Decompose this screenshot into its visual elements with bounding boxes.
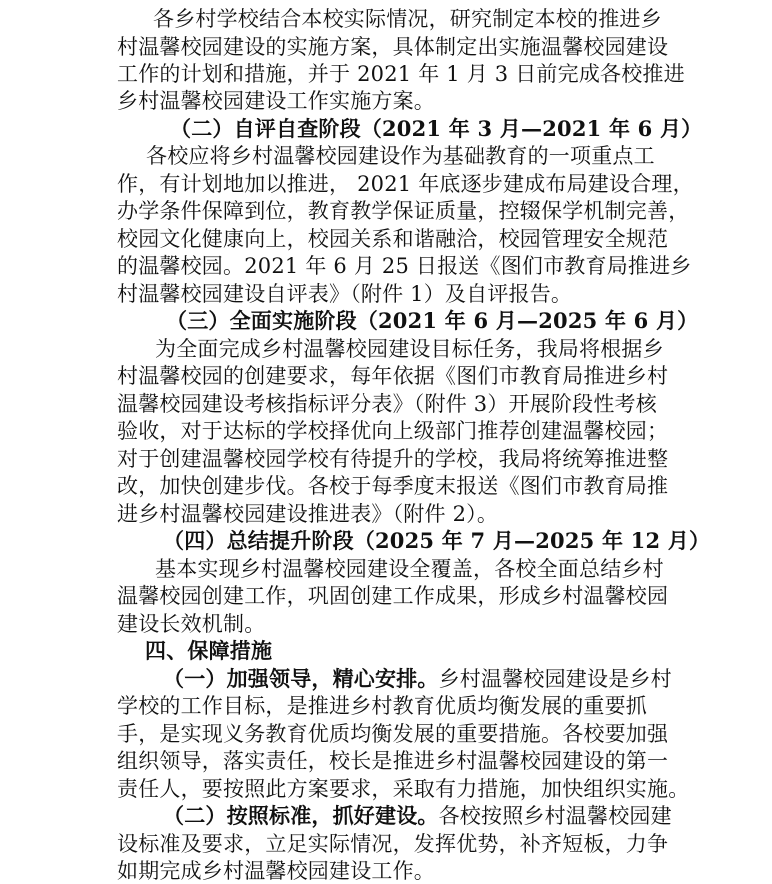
paragraph-line: 建设长效机制。: [117, 612, 266, 636]
paragraph-line: 村温馨校园建设自评表》（附件 1）及自评报告。: [117, 282, 573, 306]
paragraph-line: 基本实现乡村温馨校园建设全覆盖，各校全面总结乡村: [155, 557, 664, 581]
paragraph-line: 乡村温馨校园建设工作实施方案。: [117, 89, 435, 113]
section-heading: 四、保障措施: [145, 638, 273, 663]
paragraph-line: 作，有计划地加以推进， 2021 年底逐步建成布局建设合理，: [117, 172, 694, 196]
paragraph-line: 村温馨校园建设的实施方案，具体制定出实施温馨校园建设: [117, 35, 669, 59]
paragraph-line: 设标准及要求，立足实际情况，发挥优势，补齐短板，力争: [117, 832, 669, 856]
stage-heading-4: （四）总结提升阶段（2025 年 7 月—2025 年 12 月）: [163, 528, 711, 553]
paragraph-line: 温馨校园建设考核指标评分表》（附件 3）开展阶段性考核: [117, 392, 657, 416]
paragraph-line: 改，加快创建步伐。各校于每季度末报送《图们市教育局推: [117, 474, 669, 498]
paragraph-line: 各校应将乡村温馨校园建设作为基础教育的一项重点工: [146, 144, 655, 168]
stage-heading-3: （三）全面实施阶段（2021 年 6 月—2025 年 6 月）: [166, 308, 699, 333]
measure-heading-2: （二）按照标准，抓好建设。: [163, 803, 439, 828]
paragraph-line: 校园文化健康向上，校园关系和谐融洽，校园管理安全规范: [117, 227, 669, 251]
paragraph-line: 组织领导，落实责任，校长是推进乡村温馨校园建设的第一: [117, 749, 669, 773]
paragraph-line: 工作的计划和措施，并于 2021 年 1 月 3 日前完成各校推进: [117, 62, 685, 86]
paragraph-line: 进乡村温馨校园建设推进表》（附件 2）。: [117, 502, 499, 526]
paragraph-line: 各乡村学校结合本校实际情况，研究制定本校的推进乡: [153, 7, 662, 31]
paragraph-line: 手，是实现义务教育优质均衡发展的重要措施。各校要加强: [117, 722, 669, 746]
measure-paragraph-first-line: [0, 666, 772, 692]
paragraph-line: 责任人，要按照此方案要求，采取有力措施，加快组织实施。: [117, 777, 690, 801]
paragraph-line: 如期完成乡村温馨校园建设工作。: [117, 859, 435, 883]
measure-text: 各校按照乡村温馨校园建: [438, 804, 672, 828]
paragraph-line: 验收，对于达标的学校择优向上级部门推荐创建温馨校园；: [117, 419, 669, 443]
paragraph-line: 办学条件保障到位，教育教学保证质量，控辍保学机制完善，: [117, 199, 690, 223]
paragraph-line: 为全面完成乡村温馨校园建设目标任务，我局将根据乡: [155, 337, 664, 361]
measure-heading-1: （一）加强领导，精心安排。: [163, 666, 439, 691]
paragraph-line: 学校的工作目标，是推进乡村教育优质均衡发展的重要抓: [117, 694, 647, 718]
paragraph-line: 温馨校园创建工作，巩固创建工作成果，形成乡村温馨校园: [117, 584, 669, 608]
measure-paragraph-first-line: [0, 803, 772, 829]
paragraph-line: 村温馨校园的创建要求，每年依据《图们市教育局推进乡村: [117, 364, 669, 388]
stage-heading-2: （二）自评自查阶段（2021 年 3 月—2021 年 6 月）: [170, 116, 703, 141]
measure-text: 乡村温馨校园建设是乡村: [438, 667, 672, 691]
paragraph-line: 的温馨校园。2021 年 6 月 25 日报送《图们市教育局推进乡: [117, 254, 692, 278]
paragraph-line: 对于创建温馨校园学校有待提升的学校，我局将统筹推进整: [117, 447, 669, 471]
